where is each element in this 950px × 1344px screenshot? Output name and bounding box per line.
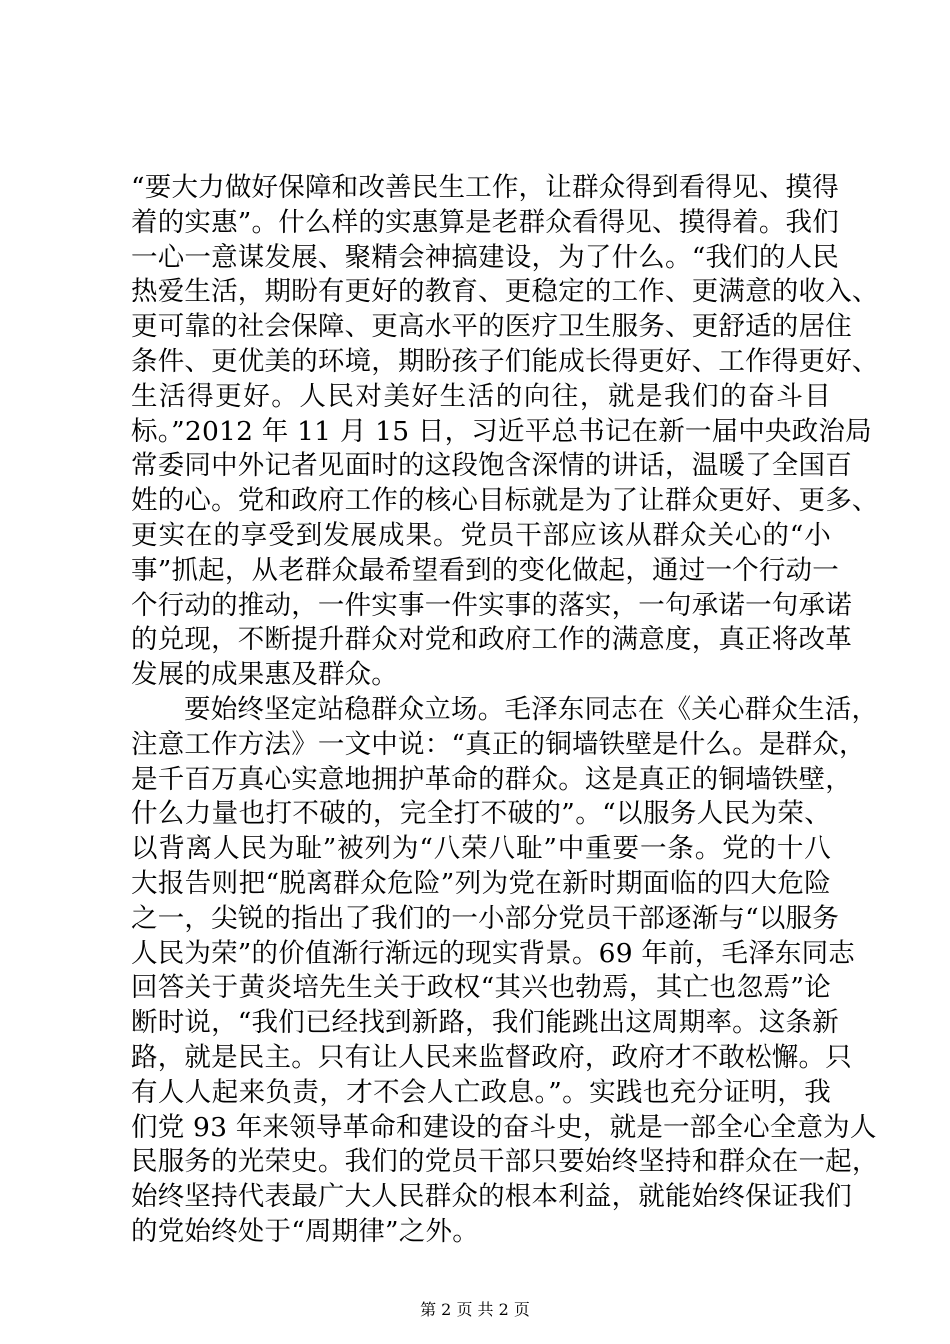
text-line: 人民为荣”的价值渐行渐远的现实背景。69 年前，毛泽东同志 xyxy=(131,937,855,969)
text-line: 更实在的享受到发展成果。党员干部应该从群众关心的“小 xyxy=(131,519,831,551)
text-line: 的党始终处于“周期律”之外。 xyxy=(131,1215,479,1247)
text-line: 标。”2012 年 11 月 15 日，习近平总书记在新一届中央政治局 xyxy=(131,415,872,447)
text-line: 回答关于黄炎培先生关于政权“其兴也勃焉，其亡也忽焉”论 xyxy=(131,972,831,1004)
page-footer: 第 2 页 共 2 页 xyxy=(420,1300,530,1319)
text-line: 事”抓起，从老群众最希望看到的变化做起，通过一个行动一 xyxy=(131,554,839,586)
text-line: 注意工作方法》一文中说：“真正的铜墙铁壁是什么。是群众， xyxy=(131,728,866,760)
text-line: 有人人起来负责，才不会人亡政息。”。实践也充分证明，我 xyxy=(131,1076,831,1108)
text-line: 着的实惠”。什么样的实惠算是老群众看得见、摸得着。我们 xyxy=(131,206,839,238)
text-line: 发展的成果惠及群众。 xyxy=(131,659,398,691)
text-line: 以背离人民为耻”被列为“八荣八耻”中重要一条。党的十八 xyxy=(131,833,831,865)
text-line: 生活得更好。人民对美好生活的向往，就是我们的奋斗目 xyxy=(131,380,831,412)
text-line: 个行动的推动，一件实事一件实事的落实，一句承诺一句承诺 xyxy=(131,589,852,621)
text-line: 民服务的光荣史。我们的党员干部只要始终坚持和群众在一起， xyxy=(131,1146,879,1178)
text-line: 们党 93 年来领导革命和建设的奋斗史，就是一部全心全意为人 xyxy=(131,1111,877,1143)
text-line: 路，就是民主。只有让人民来监督政府，政府才不敢松懈。只 xyxy=(131,1041,852,1073)
text-line: 大报告则把“脱离群众危险”列为党在新时期面临的四大危险 xyxy=(131,867,831,899)
text-line: 的兑现，不断提升群众对党和政府工作的满意度，真正将改革 xyxy=(131,624,852,656)
text-line: 要始终坚定站稳群众立场。毛泽东同志在《关心群众生活， xyxy=(184,693,879,725)
text-line: 条件、更优美的环境，期盼孩子们能成长得更好、工作得更好、 xyxy=(131,345,879,377)
text-line: 一心一意谋发展、聚精会神搞建设，为了什么。“我们的人民 xyxy=(131,241,839,273)
text-line: 是千百万真心实意地拥护革命的群众。这是真正的铜墙铁壁， xyxy=(131,763,852,795)
text-line: 之一，尖锐的指出了我们的一小部分党员干部逐渐与“以服务 xyxy=(131,902,839,934)
text-line: “要大力做好保障和改善民生工作，让群众得到看得见、摸得 xyxy=(131,172,839,203)
text-line: 更可靠的社会保障、更高水平的医疗卫生服务、更舒适的居住 xyxy=(131,311,852,343)
text-line: 常委同中外记者见面时的这段饱含深情的讲话，温暖了全国百 xyxy=(131,450,852,482)
text-line: 热爱生活，期盼有更好的教育、更稳定的工作、更满意的收入、 xyxy=(131,276,879,308)
text-line: 断时说，“我们已经找到新路，我们能跳出这周期率。这条新 xyxy=(131,1007,839,1039)
text-line: 什么力量也打不破的，完全打不破的”。“以服务人民为荣、 xyxy=(131,798,831,830)
text-line: 始终坚持代表最广大人民群众的根本利益，就能始终保证我们 xyxy=(131,1181,852,1213)
text-line: 姓的心。党和政府工作的核心目标就是为了让群众更好、更多、 xyxy=(131,485,879,517)
body-text xyxy=(131,171,879,1250)
